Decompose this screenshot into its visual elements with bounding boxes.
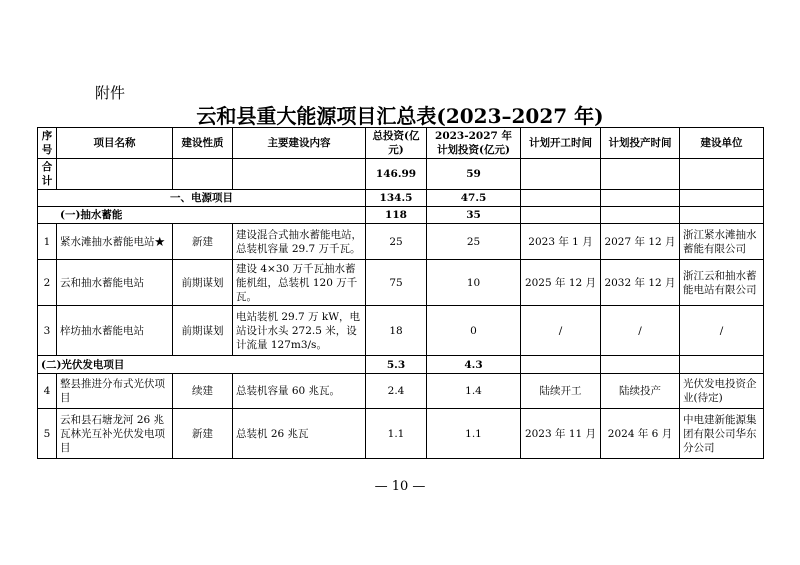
page-number: — 10 — xyxy=(374,479,426,494)
row-total: 75 xyxy=(366,260,427,306)
row-start: / xyxy=(521,306,601,356)
row-content: 建设混合式抽水蓄能电站，总装机容量 29.7 万千瓦。 xyxy=(233,224,366,260)
row-no: 5 xyxy=(38,409,57,459)
header-nature: 建设性质 xyxy=(173,128,233,159)
subsection-label: (一)抽水蓄能 xyxy=(38,207,366,224)
row-no: 3 xyxy=(38,306,57,356)
header-no: 序号 xyxy=(38,128,57,159)
header-start: 计划开工时间 xyxy=(521,128,601,159)
row-name: 梓坊抽水蓄能电站 xyxy=(57,306,173,356)
section-label: 一、电源项目 xyxy=(38,190,366,207)
row-total: 1.1 xyxy=(366,409,427,459)
total-plan: 59 xyxy=(427,159,521,190)
row-unit: / xyxy=(680,306,764,356)
row-operation: / xyxy=(601,306,680,356)
table-row xyxy=(38,374,764,409)
row-start: 陆续开工 xyxy=(521,374,601,409)
table-row xyxy=(38,409,764,459)
table-row xyxy=(38,260,764,306)
attachment-label: 附件 xyxy=(95,84,126,102)
row-name: 云和抽水蓄能电站 xyxy=(57,260,173,306)
subsection-plan: 35 xyxy=(427,207,521,224)
row-unit: 浙江紧水滩抽水蓄能有限公司 xyxy=(680,224,764,260)
row-content: 建设 4×30 万千瓦抽水蓄能机组，总装机 120 万千瓦。 xyxy=(233,260,366,306)
subsection-row xyxy=(38,356,764,374)
row-start: 2025 年 12 月 xyxy=(521,260,601,306)
header-name: 项目名称 xyxy=(57,128,173,159)
document-title: 云和县重大能源项目汇总表(2023–2027 年) xyxy=(196,104,604,128)
total-investment: 146.99 xyxy=(366,159,427,190)
row-start: 2023 年 11 月 xyxy=(521,409,601,459)
subsection-row xyxy=(38,207,764,224)
row-plan: 25 xyxy=(427,224,521,260)
row-total: 2.4 xyxy=(366,374,427,409)
row-plan: 10 xyxy=(427,260,521,306)
row-no: 2 xyxy=(38,260,57,306)
header-plan-investment: 2023-2027 年计划投资(亿元) xyxy=(427,128,521,159)
row-unit: 中电建新能源集团有限公司华东分公司 xyxy=(680,409,764,459)
row-no: 1 xyxy=(38,224,57,260)
row-name: 云和县石塘龙河 26 兆瓦林光互补光伏发电项目 xyxy=(57,409,173,459)
row-nature: 续建 xyxy=(173,374,233,409)
row-operation: 2024 年 6 月 xyxy=(601,409,680,459)
row-name: 紧水滩抽水蓄能电站★ xyxy=(57,224,173,260)
row-name: 整县推进分布式光伏项目 xyxy=(57,374,173,409)
row-start: 2023 年 1 月 xyxy=(521,224,601,260)
row-plan: 1.4 xyxy=(427,374,521,409)
section-plan: 47.5 xyxy=(427,190,521,207)
header-content: 主要建设内容 xyxy=(233,128,366,159)
subsection-label: (二)光伏发电项目 xyxy=(38,356,366,374)
subsection-total: 5.3 xyxy=(366,356,427,374)
table-header-row xyxy=(38,128,764,159)
total-row xyxy=(38,159,764,190)
table-row xyxy=(38,224,764,260)
subsection-total: 118 xyxy=(366,207,427,224)
row-unit: 浙江云和抽水蓄能电站有限公司 xyxy=(680,260,764,306)
row-total: 25 xyxy=(366,224,427,260)
subsection-plan: 4.3 xyxy=(427,356,521,374)
row-nature: 前期谋划 xyxy=(173,306,233,356)
row-nature: 前期谋划 xyxy=(173,260,233,306)
row-total: 18 xyxy=(366,306,427,356)
row-nature: 新建 xyxy=(173,224,233,260)
projects-table xyxy=(37,127,764,459)
header-operation: 计划投产时间 xyxy=(601,128,680,159)
row-content: 总装机容量 60 兆瓦。 xyxy=(233,374,366,409)
header-total-investment: 总投资(亿元) xyxy=(366,128,427,159)
section-row xyxy=(38,190,764,207)
row-operation: 2027 年 12 月 xyxy=(601,224,680,260)
row-unit: 光伏发电投资企业(待定) xyxy=(680,374,764,409)
row-content: 总装机 26 兆瓦 xyxy=(233,409,366,459)
row-operation: 2032 年 12 月 xyxy=(601,260,680,306)
row-nature: 新建 xyxy=(173,409,233,459)
header-unit: 建设单位 xyxy=(680,128,764,159)
row-plan: 1.1 xyxy=(427,409,521,459)
row-no: 4 xyxy=(38,374,57,409)
total-label: 合计 xyxy=(38,159,57,190)
table-row xyxy=(38,306,764,356)
row-content: 电站装机 29.7 万 kW，电站设计水头 272.5 米，设计流量 127m3/s。 xyxy=(233,306,366,356)
row-operation: 陆续投产 xyxy=(601,374,680,409)
row-plan: 0 xyxy=(427,306,521,356)
section-total: 134.5 xyxy=(366,190,427,207)
